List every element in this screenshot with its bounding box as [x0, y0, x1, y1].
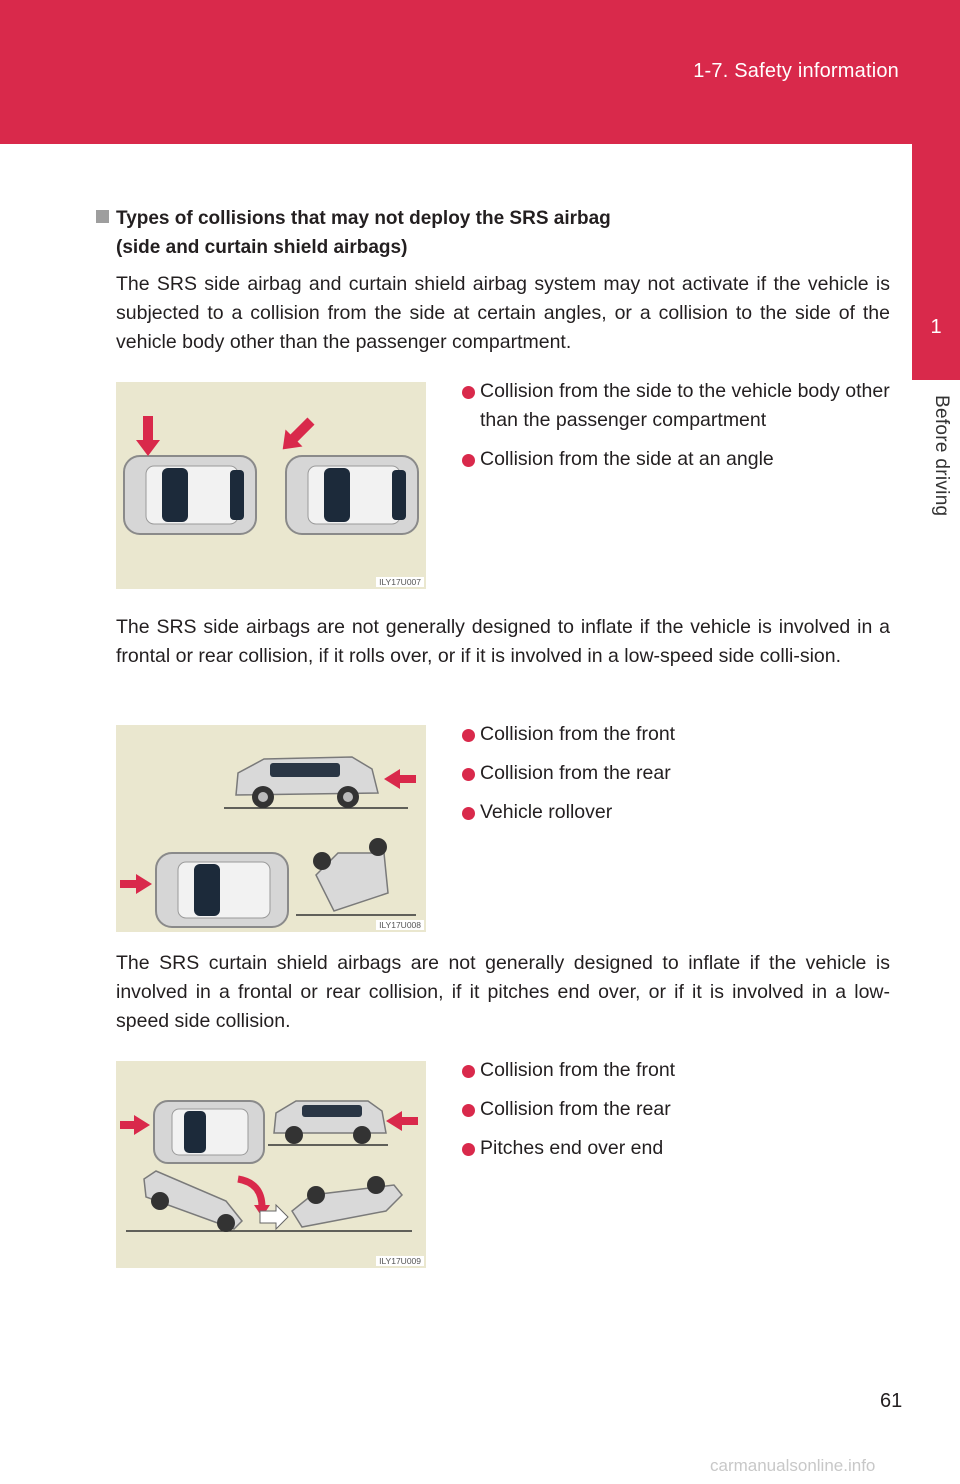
bullet-item: Collision from the rear — [462, 759, 892, 788]
heading-line-2: (side and curtain shield airbags) — [116, 237, 408, 258]
impact-arrow-down — [136, 416, 160, 456]
front-rear-pitch-illustration — [116, 1061, 426, 1268]
bullet-item: Collision from the rear — [462, 1095, 892, 1124]
square-bullet-icon — [96, 210, 109, 223]
bullet-list-2 — [462, 720, 892, 837]
page-number: 61 — [880, 1390, 903, 1412]
paragraph-3: The SRS curtain shield airbags are not generally designed to inflate if the vehicle is involved in a frontal or rear collision, if it pitches end over, or if it is involved in a low-speed side collision. — [116, 952, 890, 1032]
figure-code: ILY17U009 — [376, 1256, 424, 1266]
figure-code: ILY17U008 — [376, 920, 424, 930]
bullet-dot-icon — [462, 1065, 475, 1078]
car-top-view-2 — [286, 456, 418, 534]
chapter-label: Before driving — [931, 395, 952, 517]
figure-front-rear-pitch — [116, 1061, 426, 1268]
bullet-dot-icon — [462, 1143, 475, 1156]
watermark[interactable]: carmanualsonline.info — [710, 1456, 876, 1475]
bullet-item: Pitches end over end — [462, 1134, 892, 1163]
car-top-view-1 — [124, 456, 256, 534]
bullet-item: Vehicle rollover — [462, 798, 892, 827]
bullet-dot-icon — [462, 386, 475, 399]
side-collision-illustration — [116, 382, 426, 589]
car-rolled-over — [296, 838, 416, 915]
bullet-dot-icon — [462, 768, 475, 781]
car-side-view — [224, 757, 408, 808]
chapter-number: 1 — [930, 316, 942, 338]
impact-arrow-diagonal — [274, 413, 319, 458]
bullet-dot-icon — [462, 454, 475, 467]
chapter-tab — [912, 144, 960, 380]
car-side-view — [268, 1101, 388, 1145]
page-header — [0, 0, 960, 144]
bullet-item: Collision from the side to the vehicle body other than the passenger compartment — [462, 377, 892, 435]
impact-arrow-front — [120, 874, 152, 894]
figure-code: ILY17U007 — [376, 577, 424, 587]
front-rear-rollover-illustration — [116, 725, 426, 932]
paragraph-1: The SRS side airbag and curtain shield airbag system may not activate if the vehicle is subjected to a collision from the side at certain angles, or a collision to the side of the vehicle body other than the passenger compartment. — [116, 273, 890, 353]
car-top-view-front — [156, 853, 288, 927]
impact-arrow-rear — [384, 769, 416, 789]
heading-line-1: Types of collisions that may not deploy the SRS airbag — [116, 208, 611, 229]
bullet-list-3 — [462, 1056, 892, 1173]
pitch-arrow — [238, 1179, 288, 1229]
bullet-dot-icon — [462, 1104, 475, 1117]
impact-arrow-rear — [386, 1111, 418, 1131]
bullet-item: Collision from the front — [462, 1056, 892, 1085]
bullet-list-1 — [462, 377, 892, 484]
impact-arrow-front — [120, 1115, 150, 1135]
car-upside-down — [292, 1176, 402, 1227]
bullet-dot-icon — [462, 729, 475, 742]
paragraph-2: The SRS side airbags are not generally designed to inflate if the vehicle is involved in a frontal or rear collision, if it rolls over, or if it is involved in a low-speed side colli-sion. — [116, 616, 890, 667]
bullet-item: Collision from the front — [462, 720, 892, 749]
car-top-view-front — [154, 1101, 264, 1163]
figure-front-rear-rollover — [116, 725, 426, 932]
section-title: 1-7. Safety information — [693, 60, 899, 82]
section-heading — [96, 204, 611, 262]
bullet-item: Collision from the side at an angle — [462, 445, 892, 474]
figure-side-collision — [116, 382, 426, 589]
bullet-dot-icon — [462, 807, 475, 820]
